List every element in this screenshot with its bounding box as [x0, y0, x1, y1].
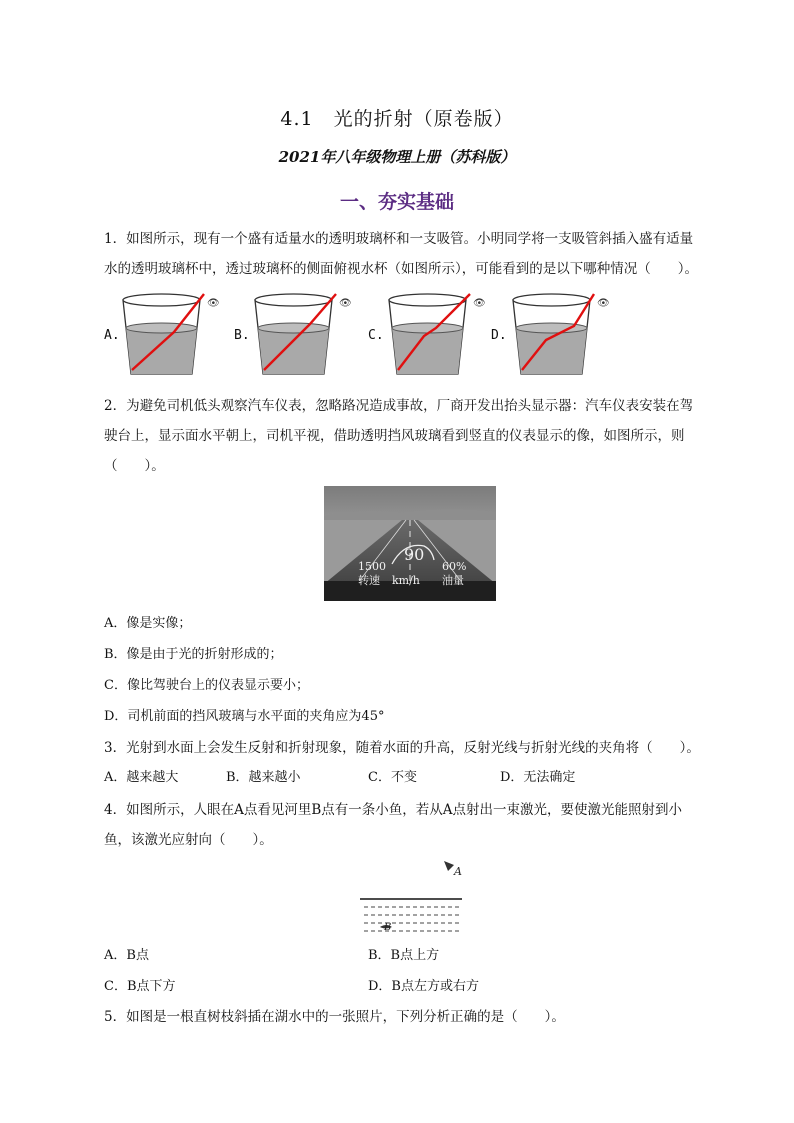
q4-line1: 4．如图所示，人眼在A点看见河里B点有一条小鱼，若从A点射出一束激光，要使激光能照射到小 — [104, 802, 683, 818]
point-a-label: A — [454, 865, 462, 878]
q1-line2: 水的透明玻璃杯中，透过玻璃杯的侧面俯视水杯（如图所示），可能看到的是以下哪种情况（ ）。 — [104, 261, 698, 277]
q3-option-c: C．不变 — [368, 770, 417, 785]
q5-line1: 5．如图是一根直树枝斜插在湖水中的一张照片，下列分析正确的是（ ）。 — [104, 1009, 565, 1025]
q2-option-a: A．像是实像； — [104, 616, 192, 631]
q4-option-a: A．B点 — [104, 948, 149, 963]
hud-speed: 90 — [404, 545, 425, 564]
svg-text:👁: 👁 — [597, 298, 610, 309]
q1-option-a-label: A. — [104, 328, 120, 343]
svg-text:👁: 👁 — [473, 298, 486, 309]
q4-line2: 鱼，该激光应射向（ ）。 — [104, 832, 273, 848]
q2-line2: 驶台上，显示面水平朝上，司机平视，借助透明挡风玻璃看到竖直的仪表显示的像，如图所示，则 — [104, 428, 685, 444]
glass-figure-c — [384, 288, 484, 380]
river-figure — [356, 855, 466, 937]
glass-figure-d — [508, 288, 608, 380]
hud-rpm: 1500 — [358, 560, 386, 573]
svg-text:👁: 👁 — [339, 298, 352, 309]
q1-option-b-label: B. — [234, 328, 250, 343]
hud-fuel-label: 油量 — [442, 574, 464, 587]
q1-line1: 1．如图所示，现有一个盛有适量水的透明玻璃杯和一支吸管。小明同学将一支吸管斜插入盛有适量 — [104, 231, 694, 247]
section-heading: 一、夯实基础 — [339, 191, 454, 213]
q1-option-d-label: D. — [491, 328, 507, 343]
q2-option-c: C．像比驾驶台上的仪表显示要小； — [104, 678, 309, 693]
svg-text:👁: 👁 — [207, 298, 220, 309]
page-title: 4.1 光的折射（原卷版） — [280, 108, 514, 130]
hud-fuel: 60% — [442, 560, 467, 573]
hud-photo — [324, 486, 496, 601]
q2-option-b: B．像是由于光的折射形成的； — [104, 647, 283, 662]
q3-line1: 3．光射到水面上会发生反射和折射现象，随着水面的升高，反射光线与折射光线的夹角将（ ）。 — [104, 740, 700, 756]
glass-figure-a — [118, 288, 218, 380]
q4-option-c: C．B点下方 — [104, 979, 176, 994]
page-subtitle: 2021年八年级物理上册（苏科版） — [278, 148, 516, 166]
q2-line3: （ ）。 — [104, 458, 165, 474]
q3-option-b: B．越来越小 — [226, 770, 301, 785]
hud-unit: km/h — [392, 574, 420, 587]
q3-option-d: D．无法确定 — [500, 770, 576, 785]
q2-line1: 2．为避免司机低头观察汽车仪表，忽略路况造成事故，厂商开发出抬头显示器：汽车仪表安装在驾 — [104, 398, 694, 414]
eye-icon — [444, 861, 454, 871]
hud-rpm-label: 转速 — [358, 574, 380, 587]
q2-option-d: D．司机前面的挡风玻璃与水平面的夹角应为45° — [104, 709, 385, 724]
q3-option-a: A．越来越大 — [104, 770, 179, 785]
point-b-label: B — [384, 922, 392, 933]
q4-option-d: D．B点左方或右方 — [368, 979, 479, 994]
glass-figure-b — [250, 288, 350, 380]
q4-option-b: B．B点上方 — [368, 948, 440, 963]
q1-option-c-label: C. — [368, 328, 384, 343]
